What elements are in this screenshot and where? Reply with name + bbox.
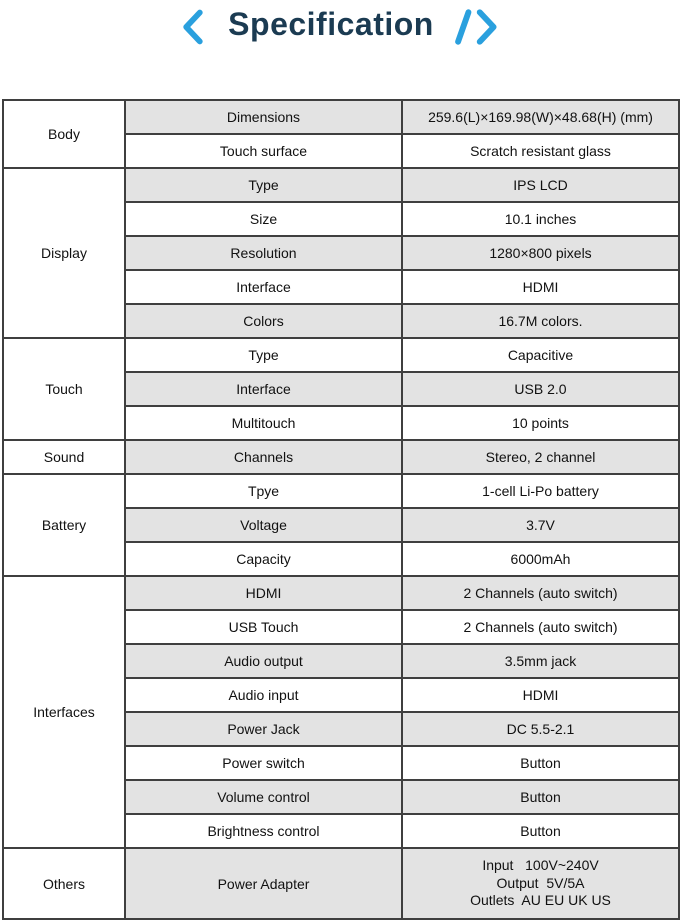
spec-value-cell: 6000mAh	[402, 542, 679, 576]
spec-label-cell: Multitouch	[125, 406, 402, 440]
spec-label-cell: Resolution	[125, 236, 402, 270]
spec-label-cell: Power Jack	[125, 712, 402, 746]
spec-label-cell: Audio output	[125, 644, 402, 678]
spec-label-cell: Tpye	[125, 474, 402, 508]
spec-value-cell: 10.1 inches	[402, 202, 679, 236]
spec-value-cell: HDMI	[402, 678, 679, 712]
spec-label-cell: Size	[125, 202, 402, 236]
spec-label-cell: Interface	[125, 270, 402, 304]
spec-row	[3, 168, 679, 202]
spec-label-cell: Dimensions	[125, 100, 402, 134]
spec-row	[3, 338, 679, 372]
spec-label-cell: Touch surface	[125, 134, 402, 168]
spec-label-cell: USB Touch	[125, 610, 402, 644]
category-cell-body: Body	[3, 100, 125, 168]
spec-value-cell: 1-cell Li-Po battery	[402, 474, 679, 508]
slash-angle-bracket-icon	[452, 6, 504, 48]
spec-row	[3, 100, 679, 134]
page-title: Specification	[228, 6, 434, 42]
spec-table-body	[3, 100, 679, 919]
page-header	[0, 0, 680, 99]
spec-value-cell: 2 Channels (auto switch)	[402, 576, 679, 610]
spec-value-line: Input 100V~240V	[482, 857, 599, 874]
left-angle-bracket-icon	[176, 6, 210, 48]
category-cell-sound: Sound	[3, 440, 125, 474]
spec-label-cell: Voltage	[125, 508, 402, 542]
spec-label-cell: Channels	[125, 440, 402, 474]
spec-value-cell: 16.7M colors.	[402, 304, 679, 338]
spec-label-cell: Type	[125, 168, 402, 202]
spec-value-cell	[402, 848, 679, 919]
spec-value-cell: Button	[402, 780, 679, 814]
spec-value-cell: Stereo, 2 channel	[402, 440, 679, 474]
spec-value-cell: Button	[402, 746, 679, 780]
spec-row	[3, 848, 679, 919]
spec-value-cell: USB 2.0	[402, 372, 679, 406]
spec-row	[3, 576, 679, 610]
spec-label-cell: Type	[125, 338, 402, 372]
spec-label-cell: Brightness control	[125, 814, 402, 848]
spec-value-cell: Scratch resistant glass	[402, 134, 679, 168]
spec-value-line: Output 5V/5A	[496, 874, 585, 891]
spec-value-line: Outlets AU EU UK US	[470, 892, 611, 909]
spec-label-cell: Capacity	[125, 542, 402, 576]
category-cell-display: Display	[3, 168, 125, 338]
category-cell-others: Others	[3, 848, 125, 919]
spec-label-cell: Interface	[125, 372, 402, 406]
spec-value-cell: DC 5.5-2.1	[402, 712, 679, 746]
spec-value-cell: 3.7V	[402, 508, 679, 542]
spec-label-cell: Power switch	[125, 746, 402, 780]
spec-row	[3, 474, 679, 508]
spec-value-cell: Capacitive	[402, 338, 679, 372]
spec-value-cell: Button	[402, 814, 679, 848]
category-cell-interfaces: Interfaces	[3, 576, 125, 848]
spec-label-cell: Power Adapter	[125, 848, 402, 919]
spec-value-cell: 2 Channels (auto switch)	[402, 610, 679, 644]
spec-value-cell: 3.5mm jack	[402, 644, 679, 678]
category-cell-battery: Battery	[3, 474, 125, 576]
spec-value-cell: 1280×800 pixels	[402, 236, 679, 270]
category-cell-touch: Touch	[3, 338, 125, 440]
spec-label-cell: Colors	[125, 304, 402, 338]
spec-label-cell: Volume control	[125, 780, 402, 814]
header-title-group	[176, 6, 504, 48]
spec-value-cell: 10 points	[402, 406, 679, 440]
spec-label-cell: Audio input	[125, 678, 402, 712]
spec-value-cell: HDMI	[402, 270, 679, 304]
spec-label-cell: HDMI	[125, 576, 402, 610]
spec-row	[3, 440, 679, 474]
spec-value-cell: IPS LCD	[402, 168, 679, 202]
spec-value-cell: 259.6(L)×169.98(W)×48.68(H) (mm)	[402, 100, 679, 134]
specification-table	[2, 99, 680, 920]
